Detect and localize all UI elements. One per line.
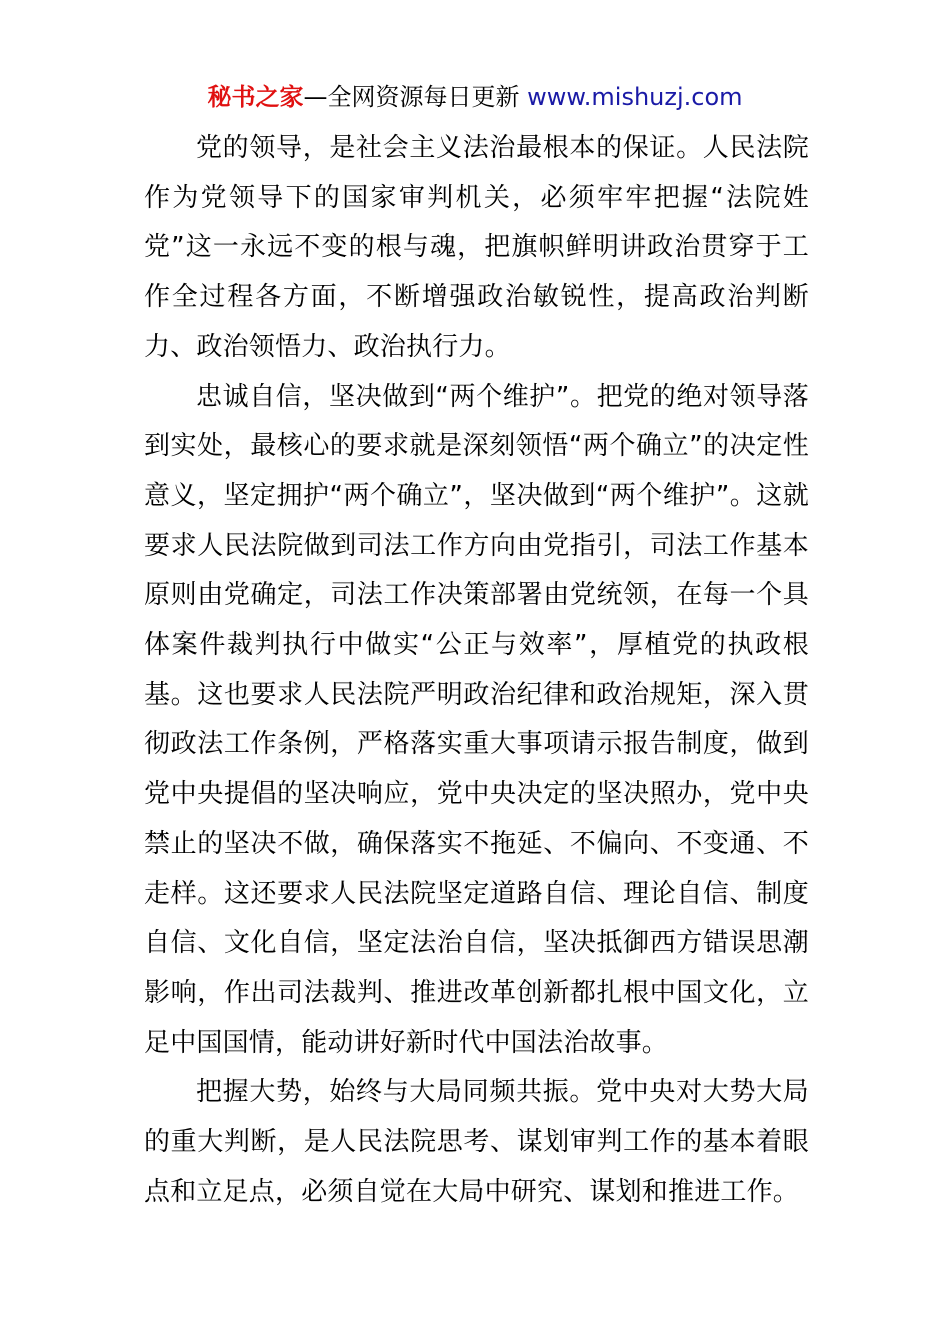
page-header [0, 80, 950, 114]
site-url-link[interactable]: www.mishuzj.com [527, 83, 743, 111]
document-body [144, 124, 809, 1217]
site-brand: 秘书之家 [207, 83, 304, 111]
site-tagline: —全网资源每日更新 [303, 83, 528, 111]
paragraph-1: 党的领导，是社会主义法治最根本的保证。人民法院作为党领导下的国家审判机关，必须牢牢把握“法院姓党”这一永远不变的根与魂，把旗帜鲜明讲政治贯穿于工作全过程各方面，不断增强政治敏锐性，提高政治判断力、政治领悟力、政治执行力。 [144, 133, 809, 362]
paragraph-2: 忠诚自信，坚决做到“两个维护”。把党的绝对领导落到实处，最核心的要求就是深刻领悟“两个确立”的决定性意义，坚定拥护“两个确立”，坚决做到“两个维护”。这就要求人民法院做到司法工作方向由党指引，司法工作基本原则由党确定，司法工作决策部署由党统领，在每一个具体案件裁判执行中做实“公正与效率”，厚植党的执政根基。这也要求人民法院严明政治纪律和政治规矩，深入贯彻政法工作条例，严格落实重大事项请示报告制度，做到党中央提倡的坚决响应，党中央决定的坚决照办，党中央禁止的坚决不做，确保落实不拖延、不偏向、不变通、不走样。这还要求人民法院坚定道路自信、理论自信、制度自信、文化自信，坚定法治自信，坚决抵御西方错误思潮影响，作出司法裁判、推进改革创新都扎根中国文化，立足中国国情，能动讲好新时代中国法治故事。 [144, 381, 809, 1058]
paragraph-3: 把握大势，始终与大局同频共振。党中央对大势大局的重大判断，是人民法院思考、谋划审判工作的基本着眼点和立足点，必须自觉在大局中研究、谋划和推进工作。 [144, 1077, 809, 1207]
